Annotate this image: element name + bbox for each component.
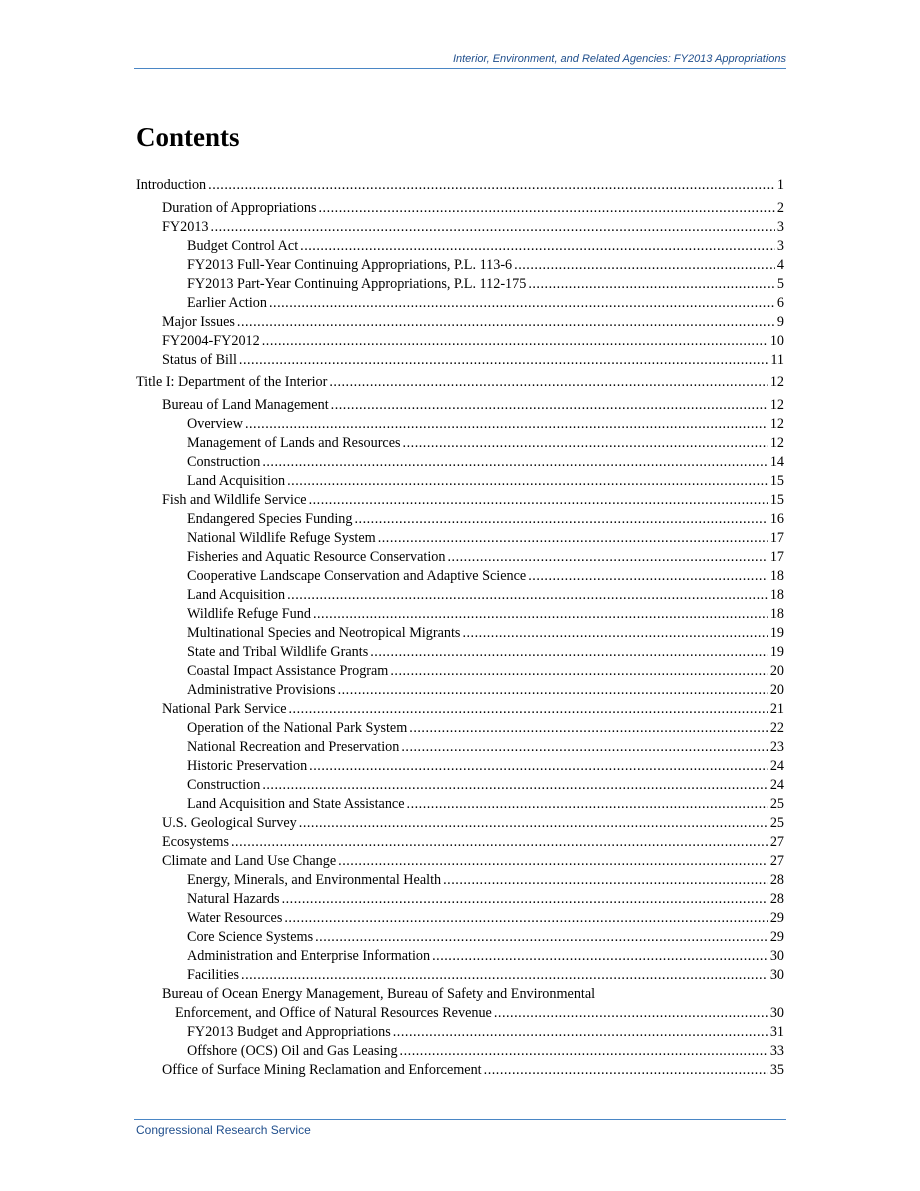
dot-leader — [338, 852, 768, 871]
toc-page-number: 28 — [769, 890, 784, 907]
dot-leader — [239, 351, 768, 370]
toc-entry[interactable] — [136, 396, 784, 415]
toc-entry[interactable] — [136, 313, 784, 332]
toc-entry-title: Construction — [187, 453, 261, 470]
toc-page-number: 12 — [769, 374, 784, 391]
toc-page-number: 22 — [769, 719, 784, 736]
dot-leader — [494, 1004, 768, 1023]
header-rule — [134, 68, 786, 69]
toc-entry-title: Land Acquisition — [187, 586, 286, 603]
toc-entry[interactable] — [136, 415, 784, 434]
toc-entry-title: National Recreation and Preservation — [187, 738, 400, 755]
toc-entry[interactable] — [136, 643, 784, 662]
toc-entry[interactable] — [136, 605, 784, 624]
toc-entry[interactable] — [136, 1023, 784, 1042]
toc-page-number: 6 — [776, 294, 784, 311]
toc-entry-title: Bureau of Land Management — [162, 396, 329, 413]
dot-leader — [443, 871, 768, 890]
toc-entry-title: Land Acquisition and State Assistance — [187, 795, 405, 812]
dot-leader — [378, 529, 768, 548]
toc-page-number: 17 — [769, 529, 784, 546]
dot-leader — [262, 332, 768, 351]
toc-entry-title: Construction — [187, 776, 261, 793]
dot-leader — [262, 776, 768, 795]
toc-page-number: 30 — [769, 947, 784, 964]
dot-leader — [299, 814, 768, 833]
toc-entry[interactable] — [136, 567, 784, 586]
dot-leader — [484, 1061, 768, 1080]
dot-leader — [370, 643, 768, 662]
toc-entry-title: Core Science Systems — [187, 928, 314, 945]
toc-entry[interactable] — [136, 351, 784, 370]
toc-page-number: 15 — [769, 472, 784, 489]
toc-page-number: 20 — [769, 662, 784, 679]
dot-leader — [354, 510, 767, 529]
dot-leader — [245, 415, 768, 434]
toc-entry-title: Energy, Minerals, and Environmental Health — [187, 871, 442, 888]
dot-leader — [231, 833, 768, 852]
toc-entry-title: National Wildlife Refuge System — [187, 529, 376, 546]
toc-page-number: 10 — [769, 332, 784, 349]
toc-entry-title: Title I: Department of the Interior — [136, 374, 328, 391]
toc-page-number: 18 — [769, 586, 784, 603]
dot-leader — [329, 373, 767, 392]
toc-entry[interactable] — [136, 776, 784, 795]
toc-page-number: 12 — [769, 434, 784, 451]
dot-leader — [400, 1042, 768, 1061]
dot-leader — [407, 795, 768, 814]
toc-page-number: 12 — [769, 396, 784, 413]
toc-entry[interactable] — [136, 472, 784, 491]
toc-entry[interactable] — [136, 890, 784, 909]
toc-entry[interactable] — [136, 1042, 784, 1061]
toc-page-number: 29 — [769, 909, 784, 926]
toc-page-number: 11 — [770, 351, 784, 368]
dot-leader — [528, 567, 768, 586]
toc-entry[interactable] — [136, 928, 784, 947]
toc-entry-title: Duration of Appropriations — [162, 199, 317, 216]
toc-entry[interactable] — [136, 199, 784, 218]
toc-entry-title-continued: Enforcement, and Office of Natural Resources Revenue — [175, 1004, 492, 1021]
toc-page-number: 2 — [776, 199, 784, 216]
toc-entry[interactable] — [136, 237, 784, 256]
toc-entry[interactable] — [136, 833, 784, 852]
toc-entry[interactable] — [136, 256, 784, 275]
toc-entry-title: FY2013 — [162, 218, 209, 235]
running-header: Interior, Environment, and Related Agencies: FY2013 Appropriations — [452, 53, 786, 65]
toc-entry-title: FY2013 Part-Year Continuing Appropriations, P.L. 112-175 — [187, 275, 527, 292]
contents-title: Contents — [136, 122, 240, 152]
dot-leader — [401, 738, 767, 757]
toc-entry-title: Management of Lands and Resources — [187, 434, 401, 451]
toc-page-number: 24 — [769, 757, 784, 774]
dot-leader — [282, 890, 768, 909]
dot-leader — [300, 237, 775, 256]
dot-leader — [393, 1023, 768, 1042]
dot-leader — [409, 719, 768, 738]
dot-leader — [315, 928, 768, 947]
toc-entry[interactable] — [136, 176, 784, 195]
dot-leader — [287, 472, 768, 491]
toc-page-number: 18 — [769, 605, 784, 622]
toc-entry[interactable] — [136, 434, 784, 453]
toc-entry-title: Bureau of Ocean Energy Management, Bureau of Safety and Environmental — [162, 985, 596, 1002]
dot-leader — [331, 396, 768, 415]
toc-entry-title: U.S. Geological Survey — [162, 814, 297, 831]
dot-leader — [318, 199, 774, 218]
toc-page-number: 24 — [769, 776, 784, 793]
toc-entry-title: Fisheries and Aquatic Resource Conservation — [187, 548, 446, 565]
toc-page-number: 20 — [769, 681, 784, 698]
toc-entry-title: Earlier Action — [187, 294, 267, 311]
toc-entry-title: FY2013 Budget and Appropriations — [187, 1023, 391, 1040]
toc-page-number: 3 — [776, 218, 784, 235]
footer-rule — [134, 1119, 786, 1120]
dot-leader — [211, 218, 775, 237]
toc-entry[interactable] — [136, 275, 784, 294]
toc-entry[interactable] — [136, 332, 784, 351]
table-of-contents — [136, 176, 784, 1080]
toc-page-number: 27 — [769, 833, 784, 850]
dot-leader — [287, 586, 768, 605]
dot-leader — [289, 700, 768, 719]
toc-entry-title: Facilities — [187, 966, 240, 983]
toc-entry-title: Water Resources — [187, 909, 283, 926]
toc-entry-title: Wildlife Refuge Fund — [187, 605, 311, 622]
toc-page-number: 18 — [769, 567, 784, 584]
dot-leader — [514, 256, 775, 275]
toc-entry[interactable] — [136, 738, 784, 757]
dot-leader — [262, 453, 768, 472]
toc-page-number: 15 — [769, 491, 784, 508]
toc-page-number: 33 — [769, 1042, 784, 1059]
toc-entry-title: Operation of the National Park System — [187, 719, 408, 736]
toc-page-number: 5 — [776, 275, 784, 292]
toc-entry-title: Fish and Wildlife Service — [162, 491, 307, 508]
dot-leader — [390, 662, 767, 681]
dot-leader — [313, 605, 768, 624]
toc-entry-title: Overview — [187, 415, 243, 432]
dot-leader — [269, 294, 775, 313]
toc-page-number: 30 — [769, 966, 784, 983]
toc-entry[interactable] — [136, 681, 784, 700]
toc-entry-title: Administration and Enterprise Information — [187, 947, 431, 964]
toc-entry[interactable] — [136, 852, 784, 871]
toc-entry-title: Status of Bill — [162, 351, 237, 368]
toc-entry-title: Land Acquisition — [187, 472, 286, 489]
toc-entry[interactable] — [136, 814, 784, 833]
toc-entry-title: State and Tribal Wildlife Grants — [187, 643, 369, 660]
toc-entry[interactable] — [136, 966, 784, 985]
toc-page-number: 4 — [776, 256, 784, 273]
toc-page-number: 9 — [776, 313, 784, 330]
footer-publisher: Congressional Research Service — [136, 1123, 311, 1137]
toc-entry-title: Office of Surface Mining Reclamation and Enforcement — [162, 1061, 482, 1078]
toc-entry[interactable] — [136, 757, 784, 776]
toc-page-number: 23 — [769, 738, 784, 755]
toc-page-number: 1 — [776, 177, 784, 193]
toc-entry[interactable] — [136, 294, 784, 313]
toc-entry[interactable] — [136, 491, 784, 510]
toc-page-number: 25 — [769, 814, 784, 831]
toc-entry[interactable] — [136, 373, 784, 392]
dot-leader — [403, 434, 768, 453]
toc-page-number: 19 — [769, 643, 784, 660]
toc-entry-title: Cooperative Landscape Conservation and Adaptive Science — [187, 567, 527, 584]
toc-entry-title: Natural Hazards — [187, 890, 280, 907]
toc-entry[interactable] — [136, 548, 784, 567]
toc-page-number: 25 — [769, 795, 784, 812]
dot-leader — [309, 757, 768, 776]
toc-entry-title: Multinational Species and Neotropical Migrants — [187, 624, 461, 641]
toc-page-number: 19 — [769, 624, 784, 641]
toc-entry-title: Coastal Impact Assistance Program — [187, 662, 389, 679]
toc-page-number: 29 — [769, 928, 784, 945]
toc-entry[interactable] — [136, 586, 784, 605]
toc-entry-title: FY2013 Full-Year Continuing Appropriations, P.L. 113-6 — [187, 256, 513, 273]
toc-page-number: 30 — [769, 1004, 784, 1021]
toc-entry-title: Major Issues — [162, 313, 235, 330]
toc-page-number: 16 — [769, 510, 784, 527]
dot-leader — [208, 176, 775, 195]
toc-entry-title: FY2004-FY2012 — [162, 332, 260, 349]
toc-entry[interactable] — [136, 218, 784, 237]
toc-entry[interactable] — [136, 510, 784, 529]
toc-page-number: 21 — [769, 700, 784, 717]
toc-entry[interactable] — [136, 624, 784, 643]
toc-entry[interactable] — [136, 795, 784, 814]
toc-entry[interactable] — [136, 453, 784, 472]
toc-entry[interactable] — [136, 909, 784, 928]
toc-page-number: 27 — [769, 852, 784, 869]
toc-entry[interactable] — [136, 529, 784, 548]
toc-page-number: 28 — [769, 871, 784, 888]
dot-leader — [528, 275, 775, 294]
toc-entry-title: Introduction — [136, 177, 207, 193]
toc-entry-title: Budget Control Act — [187, 237, 299, 254]
toc-entry[interactable] — [136, 985, 784, 1023]
toc-entry-title: Endangered Species Funding — [187, 510, 353, 527]
toc-entry[interactable] — [136, 871, 784, 890]
toc-page-number: 3 — [776, 237, 784, 254]
toc-entry-title: Administrative Provisions — [187, 681, 336, 698]
toc-entry-title: Offshore (OCS) Oil and Gas Leasing — [187, 1042, 398, 1059]
toc-entry-title: Historic Preservation — [187, 757, 308, 774]
toc-entry[interactable] — [136, 947, 784, 966]
toc-entry[interactable] — [136, 1061, 784, 1080]
dot-leader — [284, 909, 767, 928]
toc-page-number: 31 — [769, 1023, 784, 1040]
toc-page-number: 14 — [769, 453, 784, 470]
toc-entry[interactable] — [136, 719, 784, 738]
toc-page-number: 12 — [769, 415, 784, 432]
toc-page-number: 17 — [769, 548, 784, 565]
toc-entry-title: Climate and Land Use Change — [162, 852, 337, 869]
toc-entry-title: Ecosystems — [162, 833, 229, 850]
dot-leader — [237, 313, 775, 332]
dot-leader — [462, 624, 767, 643]
dot-leader — [241, 966, 768, 985]
dot-leader — [309, 491, 768, 510]
toc-entry[interactable] — [136, 662, 784, 681]
dot-leader — [338, 681, 768, 700]
dot-leader — [432, 947, 768, 966]
dot-leader — [447, 548, 767, 567]
toc-entry[interactable] — [136, 700, 784, 719]
toc-page-number: 35 — [769, 1061, 784, 1078]
toc-entry-title: National Park Service — [162, 700, 287, 717]
